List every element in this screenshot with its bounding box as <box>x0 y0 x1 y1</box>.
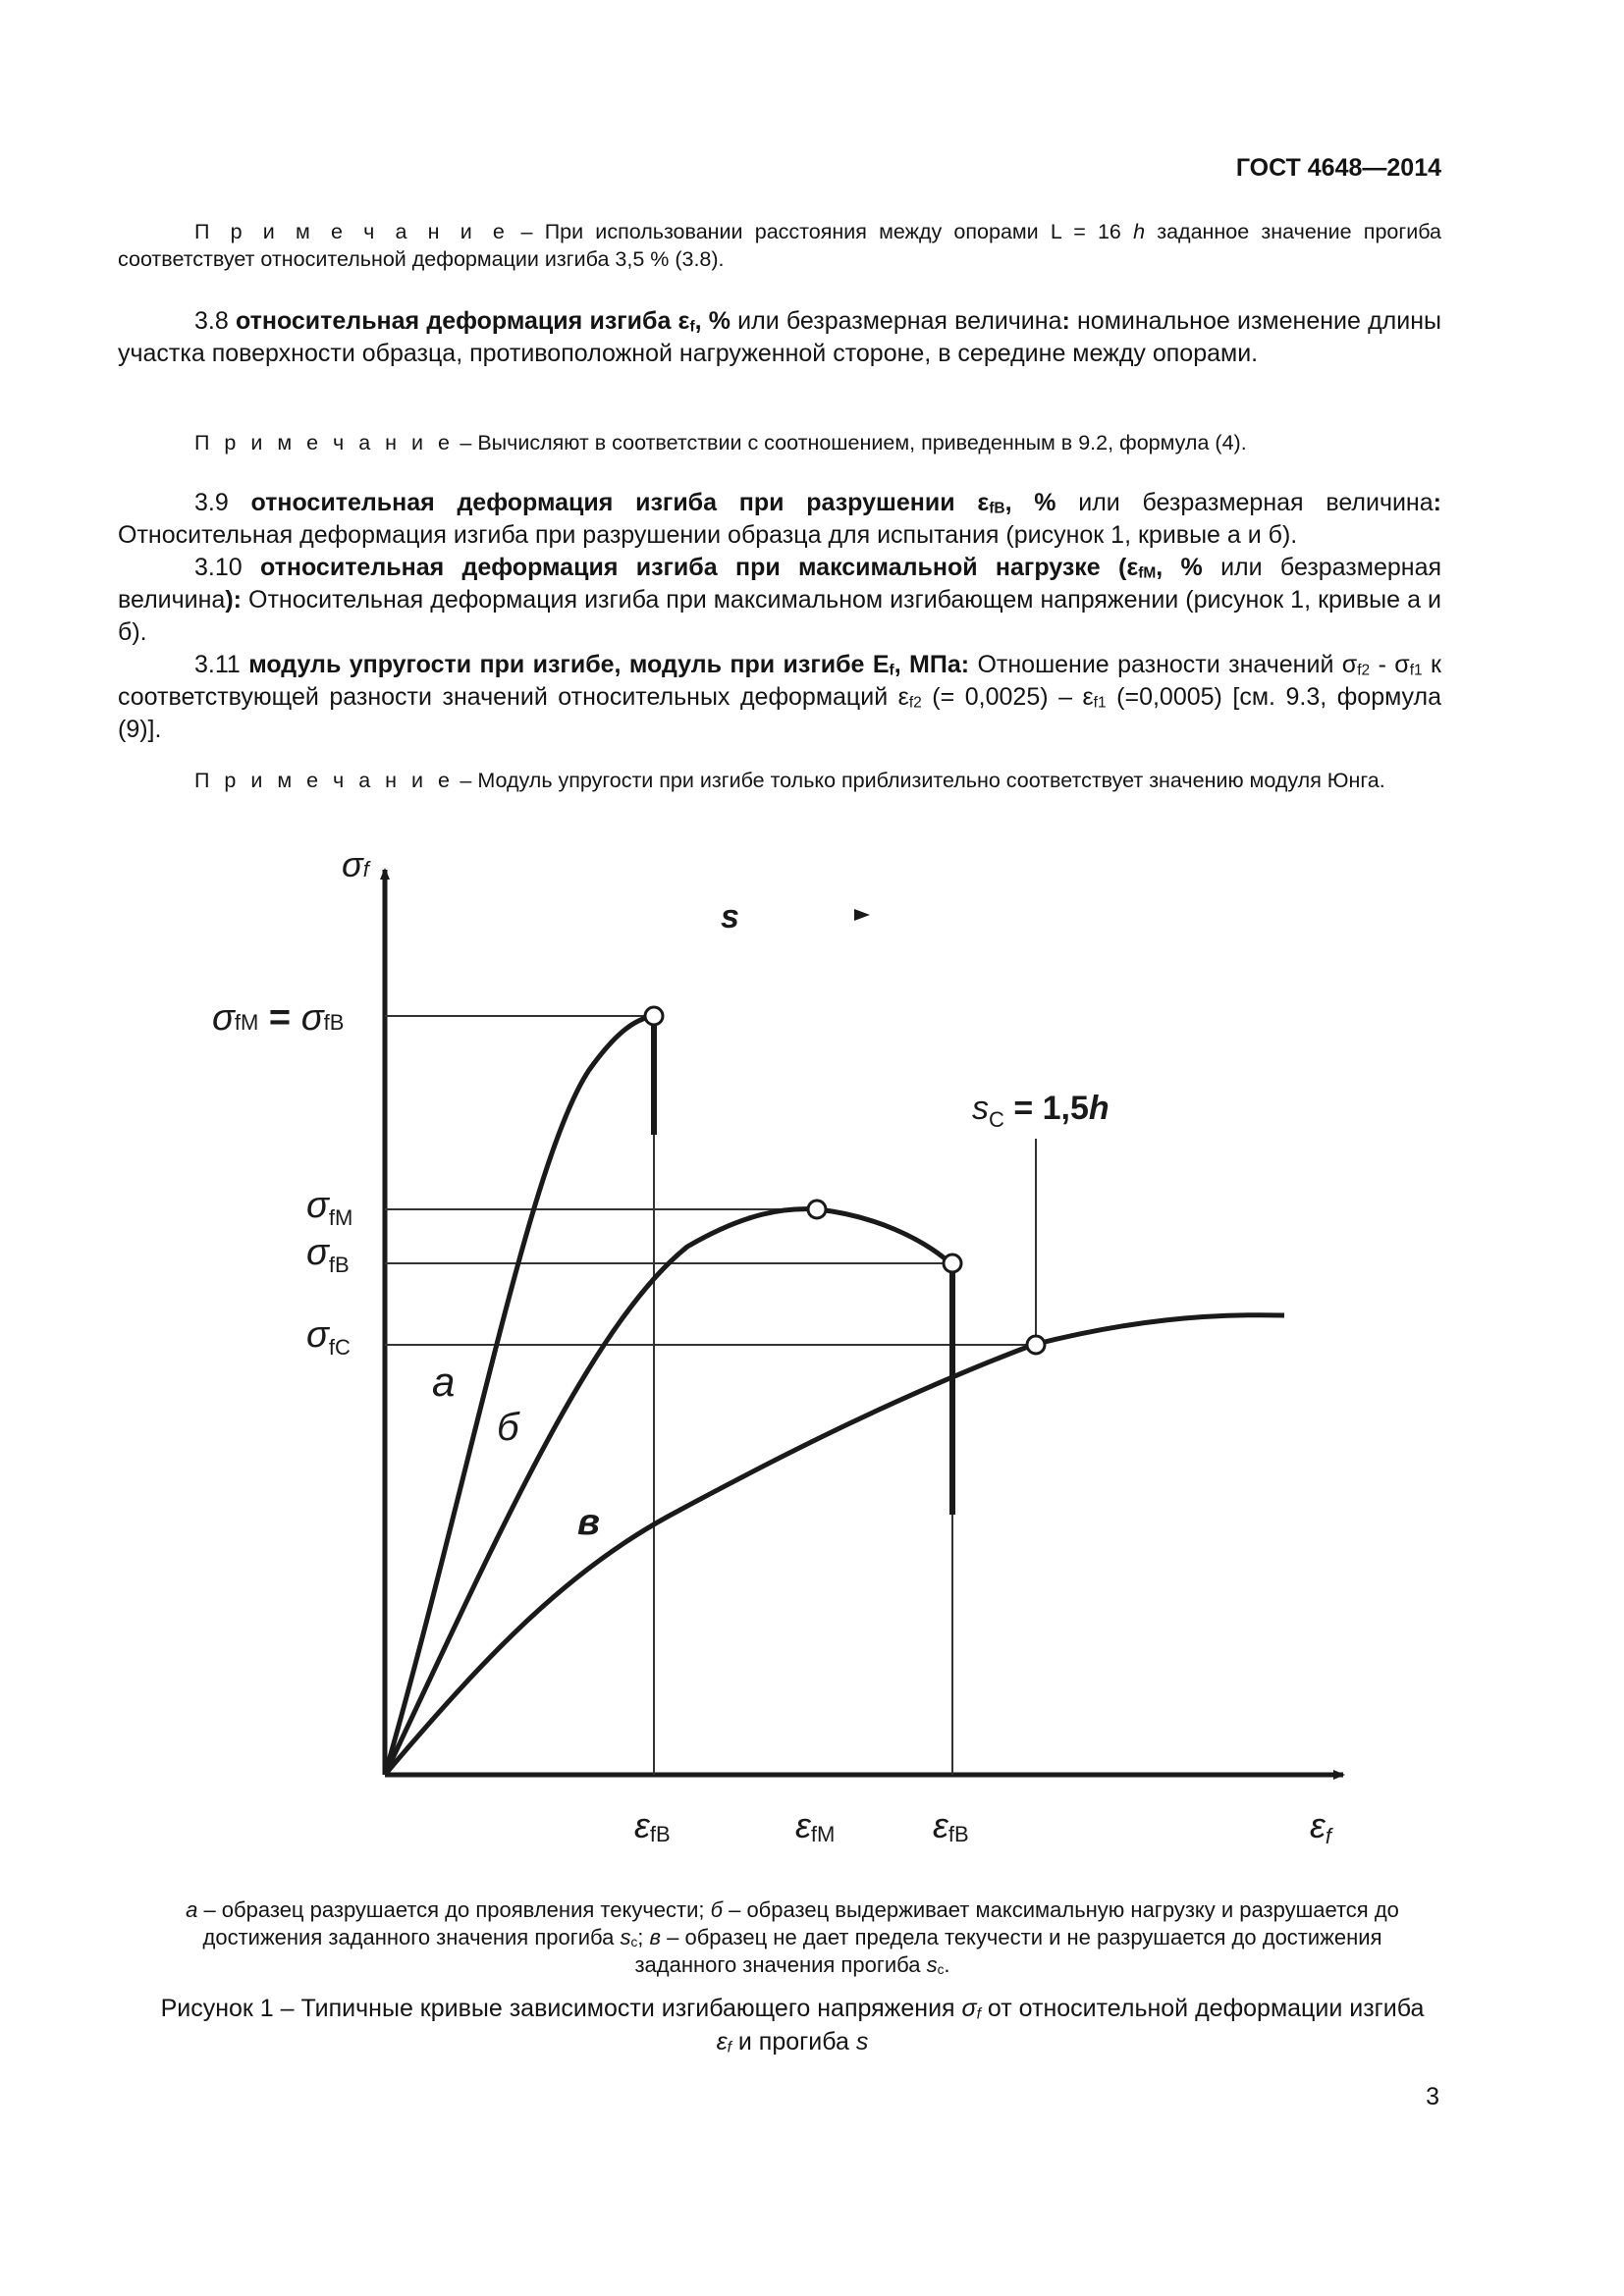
y-axis-label: σf <box>342 844 369 884</box>
standard-header: ГОСТ 4648—2014 <box>1235 154 1441 182</box>
curve-a <box>385 1016 654 1775</box>
curve-c <box>385 1315 1284 1775</box>
clause-3-8: 3.8 относительная деформация изгиба $\varepsilon_f$, % или безразмерная величина: номинальное изменение длины участка поверхности образца, противоположной нагруженной стороне, в середине между опорами. <box>118 307 1441 367</box>
point-a-break <box>645 1007 663 1025</box>
note-2: П р и м е ч а н и е – Вычисляют в соответствии с соотношением, приведенным в 9.2, формула (4). <box>194 431 1247 454</box>
label-sigma-fb: $\sigma_{fB}$ <box>306 1232 350 1277</box>
tick-label-efm: εfM <box>795 1805 836 1846</box>
note-label: П р и м е ч а н и е <box>194 769 455 792</box>
note-label: П р и м е ч а н и е <box>194 220 510 243</box>
x-axis-label: εf <box>1310 1805 1331 1848</box>
point-c-sc <box>1027 1336 1045 1354</box>
deflection-label: s <box>721 898 739 935</box>
label-sigma-fm: $\sigma_{fM}$ <box>306 1185 353 1230</box>
label-sigma-fm-eq-fb: σfM = σfB <box>212 997 345 1039</box>
note-3: П р и м е ч а н и е – Модуль упругости при изгибе только приблизительно соответствует значению модуля Юнга. <box>194 769 1385 792</box>
point-b-max <box>808 1201 826 1218</box>
tick-label-efb-2: εfB <box>933 1805 969 1846</box>
label-sigma-fc: $\sigma_{fC}$ <box>306 1314 351 1360</box>
term-3-11: модуль упругости при изгибе, модуль при изгибе $E_f$, МПа: <box>248 651 970 679</box>
curve-b <box>385 1209 950 1775</box>
figure-title: Рисунок 1 – Типичные кривые зависимости изгибающего напряжения $\sigma_f$ от относительной деформации изгиба $\varepsilon_f$ и прогиба s <box>160 1995 1425 2056</box>
figure-legend: а – образец разрушается до проявления текучести; б – образец выдерживает максимальную нагрузку и разрушается до достижения заданного значения прогиба $s_c$; в – образец не дает предела текучести и не разрушается до достижения заданного значения прогиба $s_c$. <box>186 1897 1399 1978</box>
tick-label-efb-1: εfB <box>634 1805 671 1846</box>
term-3-10: относительная деформация изгиба при максимальной нагрузке ($\varepsilon_{fM}$, % <box>259 554 1203 582</box>
term-3-9: относительная деформация изгиба при разрушении $\varepsilon_{fB}$, % <box>250 489 1056 517</box>
note-label: П р и м е ч а н и е <box>194 431 455 454</box>
clause-3-9: 3.9 относительная деформация изгиба при разрушении $\varepsilon_{fB}$, % или безразмерная величина: Относительная деформация изгиба при разрушении образца для испытания (рисунок 1, кривые а и б). <box>118 489 1441 549</box>
clause-3-10: 3.10 относительная деформация изгиба при максимальной нагрузке ($\varepsilon_{fM}$, % или безразмерная величина): Относительная деформация изгиба при максимальном изгибающем напряжении (рисунок 1, кривые а и б). <box>118 554 1442 646</box>
page-number: 3 <box>1426 2083 1439 2110</box>
label-sc: $s_C = 1,5h$ <box>972 1090 1110 1132</box>
note-1: П р и м е ч а н и е – При использовании расстояния между опорами L = 16 h заданное значение прогиба соответствует относительной деформации изгиба 3,5 % (3.8). <box>118 220 1441 271</box>
curve-a-label: a <box>432 1359 456 1405</box>
deflection-arrow-icon <box>854 909 870 921</box>
term-3-8: относительная деформация изгиба $\varepsilon_f$, % <box>235 307 731 336</box>
curve-b-label: б <box>497 1406 519 1449</box>
curve-c-label: в <box>577 1502 600 1543</box>
point-b-break <box>944 1255 961 1272</box>
clause-3-11: 3.11 модуль упругости при изгибе, модуль при изгибе $E_f$, МПа: Отношение разности значений $\sigma_{f2} - \sigma_{f1}$ к соответствующей разности значений относительных деформаций $\varepsilon_{f2}$ (= $0,0025) - \varepsilon_{f1}$ (=0,0005) [см. 9.3, формула (9)]. <box>118 651 1442 743</box>
